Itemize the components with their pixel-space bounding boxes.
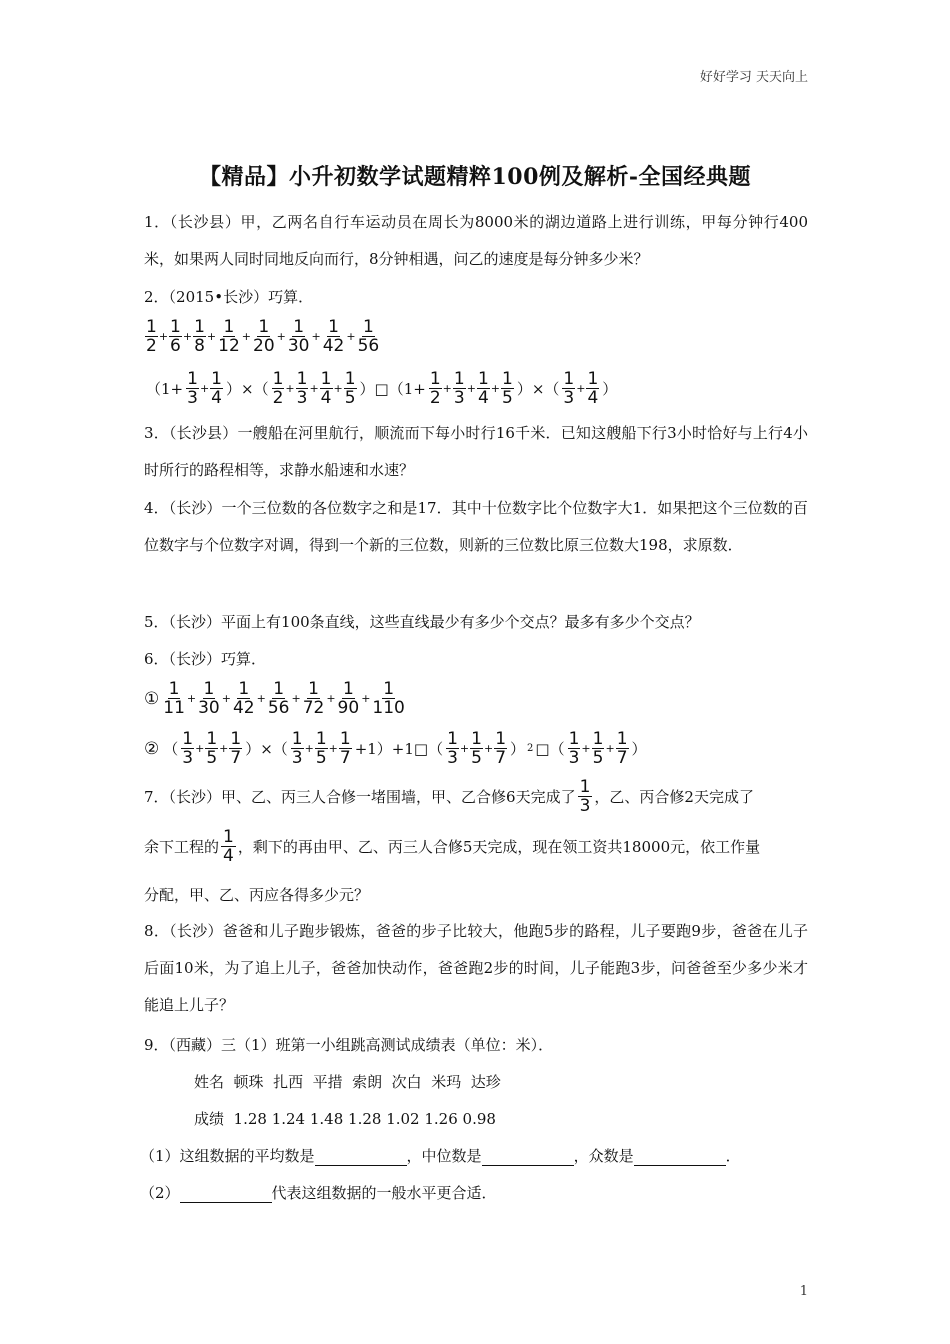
- denominator: 3: [568, 748, 580, 768]
- expression-text: +: [326, 692, 336, 705]
- denominator: 7: [230, 748, 242, 768]
- expression-text: +1）+1□（: [354, 740, 444, 758]
- q6-expression-1: [144, 680, 407, 717]
- document-title: 【精品】小升初数学试题精粹100例及解析-全国经典题: [198, 164, 752, 190]
- expression-text: 2: [527, 743, 534, 754]
- numerator: 1: [344, 369, 356, 389]
- denominator: 11: [163, 698, 185, 718]
- fraction: [291, 730, 304, 767]
- fraction: [453, 370, 466, 407]
- question-5: 5．（长沙）平面上有100条直线，这些直线最少有多少个交点？最多有多少个交点？: [144, 613, 700, 631]
- denominator: 4: [477, 388, 489, 408]
- numerator: 1: [291, 729, 303, 749]
- answer-blank-representative[interactable]: [180, 1186, 272, 1203]
- expression-text: +: [158, 330, 169, 343]
- expression-text: +: [466, 382, 476, 395]
- fraction: [302, 680, 326, 717]
- numerator: 1: [362, 317, 374, 337]
- q7-fraction-1: $\frac{1}{3}$: [579, 777, 591, 816]
- expression-text: +: [309, 382, 319, 395]
- fraction: [145, 318, 158, 355]
- expression-text: +: [442, 382, 452, 395]
- denominator: 2: [146, 336, 157, 356]
- fraction: [568, 730, 581, 767]
- expression-text: +: [483, 742, 494, 755]
- fraction: [169, 318, 182, 355]
- expression-text: +: [328, 742, 338, 755]
- expression-text: ）: [602, 380, 618, 398]
- numerator: 1: [453, 369, 465, 389]
- numerator: 1: [296, 369, 308, 389]
- fraction: [296, 370, 309, 407]
- q7-fraction-2: $\frac{1}{4}$: [223, 827, 234, 866]
- page-header: 好好学习 天天向上: [699, 70, 808, 85]
- q2-expression-1: [144, 318, 381, 355]
- numerator: 1: [495, 729, 507, 749]
- numerator: 1: [383, 679, 395, 699]
- fraction: [371, 680, 405, 717]
- denominator: 3: [447, 748, 458, 768]
- fraction: [205, 730, 218, 767]
- numerator: 1: [587, 369, 599, 389]
- numerator: 1: [146, 317, 157, 337]
- numerator: 1: [187, 369, 198, 389]
- expression-text: （1+: [146, 380, 184, 398]
- denominator: 30: [287, 336, 310, 356]
- fraction: [446, 730, 459, 767]
- denominator: 42: [322, 336, 345, 356]
- fraction: [315, 730, 328, 767]
- expression-text: ②: [144, 738, 160, 759]
- denominator: 3: [187, 388, 198, 408]
- numerator: 1: [170, 317, 181, 337]
- answer-blank-mean[interactable]: [315, 1149, 407, 1166]
- denominator: 56: [357, 336, 380, 356]
- numerator: 1: [206, 729, 218, 749]
- denominator: 3: [563, 388, 575, 408]
- fraction: [586, 370, 599, 407]
- expression-text: +: [291, 692, 301, 705]
- expression-text: +: [219, 742, 229, 755]
- question-9: 9．（西藏）三（1）班第一小组跳高测试成绩表（单位：米）．: [144, 1036, 554, 1054]
- fraction: [186, 370, 199, 407]
- denominator: 3: [182, 748, 194, 768]
- q7-text-a: 7．（长沙）甲、乙、丙三人合修一堵围墙，甲、乙合修6天完成了: [144, 788, 576, 806]
- denominator: 5: [592, 748, 604, 768]
- fraction: [197, 680, 221, 717]
- expression-text: ）×（: [245, 740, 288, 758]
- numerator: 1: [308, 679, 319, 699]
- fraction: [322, 318, 346, 355]
- expression-text: +: [576, 382, 586, 395]
- fraction: [232, 680, 256, 717]
- numerator: 1: [477, 369, 489, 389]
- expression-text: ）: [631, 740, 647, 758]
- denominator: 7: [616, 748, 628, 768]
- fraction: [181, 730, 194, 767]
- numerator: 1: [592, 729, 604, 749]
- fraction: [562, 370, 575, 407]
- numerator: 1: [315, 729, 327, 749]
- expression-text: +: [311, 330, 321, 343]
- expression-text: +: [459, 742, 470, 755]
- numerator: 1: [203, 679, 215, 699]
- denominator: 42: [232, 698, 255, 718]
- denominator: 56: [267, 698, 290, 718]
- denominator: 2: [429, 388, 441, 408]
- question-2: 2．（2015•长沙）巧算．: [144, 288, 314, 306]
- numerator: 1: [182, 729, 194, 749]
- numerator: 1: [293, 317, 305, 337]
- expression-text: ）□（1+: [359, 380, 426, 398]
- fraction: [357, 318, 381, 355]
- expression-text: +: [605, 742, 615, 755]
- question-7-line-3: 分配，甲、乙、丙应各得多少元？: [144, 886, 370, 904]
- fraction: [477, 370, 490, 407]
- question-7-line-2: [144, 828, 760, 865]
- numerator: 1: [223, 317, 235, 337]
- denominator: 20: [253, 336, 275, 356]
- denominator: 8: [194, 336, 205, 356]
- fraction: [339, 730, 352, 767]
- expression-text: （: [163, 740, 179, 758]
- numerator: 1: [429, 369, 441, 389]
- denominator: 5: [206, 748, 218, 768]
- fraction: [287, 318, 311, 355]
- fraction: [470, 730, 483, 767]
- question-8: 8．（长沙）爸爸和儿子跑步锻炼，爸爸的步子比较大，他跑5步的路程，儿子要跑9步，爸爸在儿子后面10米，为了追上儿子，爸爸加快动作，爸爸跑2步的时间，儿子能跑3步，问爸爸至少多少米才能追上儿子？: [144, 922, 808, 1014]
- q6-expression-2: [144, 730, 649, 767]
- numerator: 1: [339, 729, 351, 749]
- denominator: 2: [272, 388, 284, 408]
- denominator: 4: [320, 388, 332, 408]
- q2-expression-2: [144, 370, 619, 407]
- fraction: [229, 730, 242, 767]
- fraction: [494, 730, 507, 767]
- expression-text: ）×（: [516, 380, 560, 398]
- q9-scores-row: 成绩 1.28 1.24 1.48 1.28 1.02 1.26 0.98: [194, 1110, 496, 1128]
- denominator: 5: [501, 388, 513, 408]
- question-3: 3．（长沙县）一艘船在河里航行，顺流而下每小时行16千米．已知这艘船下行3小时恰好与上行4小时所行的路程相等，求静水船速和水速？: [144, 424, 808, 479]
- numerator: 1: [568, 729, 580, 749]
- q9-sub-question-1: （1）这组数据的平均数是 ，中位数是 ，众数是 ．: [140, 1147, 741, 1165]
- denominator: 12: [218, 336, 240, 356]
- numerator: 1: [616, 729, 628, 749]
- numerator: 1: [230, 729, 242, 749]
- fraction: [616, 730, 629, 767]
- fraction: [272, 370, 285, 407]
- expression-text: □（: [535, 740, 565, 758]
- denominator: 72: [302, 698, 325, 718]
- expression-text: +: [195, 742, 205, 755]
- denominator: 110: [372, 698, 405, 718]
- denominator: 3: [453, 388, 465, 408]
- expression-text: ）: [510, 740, 526, 758]
- fraction: [252, 318, 276, 355]
- expression-text: ①: [144, 688, 160, 709]
- denominator: 4: [587, 388, 599, 408]
- denominator: 90: [337, 698, 360, 718]
- question-7-line-1: [144, 778, 754, 815]
- expression-text: +: [346, 330, 356, 343]
- question-1: 1．（长沙县）甲，乙两名自行车运动员在周长为8000米的湖边道路上进行训练，甲每分钟行400米，如果两人同时同地反向而行，8分钟相遇，问乙的速度是每分钟多少米？: [144, 213, 808, 268]
- denominator: 4: [211, 388, 222, 408]
- fraction: [337, 680, 361, 717]
- fraction: [217, 318, 241, 355]
- denominator: 6: [170, 336, 181, 356]
- expression-text: +: [333, 382, 343, 395]
- fraction: [501, 370, 514, 407]
- fraction: [210, 370, 223, 407]
- denominator: 5: [344, 388, 356, 408]
- denominator: 7: [495, 748, 507, 768]
- numerator: 1: [447, 729, 458, 749]
- fraction: [592, 730, 605, 767]
- q7-text-b: ，乙、丙合修2天完成了: [594, 788, 754, 806]
- numerator: 1: [471, 729, 482, 749]
- numerator: 1: [194, 317, 205, 337]
- expression-text: ）×（: [226, 380, 269, 398]
- expression-text: +: [256, 692, 266, 705]
- numerator: 1: [501, 369, 513, 389]
- question-6: 6．（长沙）巧算．: [144, 650, 267, 668]
- numerator: 1: [273, 679, 285, 699]
- question-4: 4．（长沙）一个三位数的各位数字之和是17．其中十位数字比个位数字大1．如果把这个三位数的百位数字与个位数字对调，得到一个新的三位数，则新的三位数比原三位数大198，求原数．: [144, 499, 808, 554]
- expression-text: +: [206, 330, 217, 343]
- numerator: 1: [328, 317, 339, 337]
- expression-text: +: [199, 382, 210, 395]
- expression-text: +: [285, 382, 295, 395]
- denominator: 5: [315, 748, 327, 768]
- denominator: 30: [198, 698, 220, 718]
- answer-blank-median[interactable]: [482, 1149, 574, 1166]
- fraction: [320, 370, 333, 407]
- fraction: [193, 318, 206, 355]
- q7-text-d: ，剩下的再由甲、乙、丙三人合修5天完成，现在领工资共18000元，依工作量: [237, 838, 761, 856]
- expression-text: +: [276, 330, 286, 343]
- numerator: 1: [272, 369, 284, 389]
- expression-text: +: [581, 742, 591, 755]
- expression-text: +: [182, 330, 193, 343]
- denominator: 7: [339, 748, 351, 768]
- expression-text: +: [241, 330, 251, 343]
- numerator: 1: [320, 369, 332, 389]
- expression-text: +: [186, 692, 197, 705]
- fraction: [429, 370, 442, 407]
- numerator: 1: [563, 369, 575, 389]
- expression-text: +: [490, 382, 500, 395]
- expression-text: +: [304, 742, 314, 755]
- expression-text: +: [361, 692, 371, 705]
- answer-blank-mode[interactable]: [634, 1149, 726, 1166]
- numerator: 1: [238, 679, 250, 699]
- denominator: 3: [296, 388, 308, 408]
- denominator: 5: [471, 748, 482, 768]
- numerator: 1: [211, 369, 222, 389]
- q7-text-c: 余下工程的: [144, 838, 220, 856]
- q9-sub-question-2: （2） 代表这组数据的一般水平更合适．: [140, 1184, 497, 1202]
- fraction: [344, 370, 357, 407]
- fraction: [162, 680, 186, 717]
- fraction: [267, 680, 291, 717]
- numerator: 1: [168, 679, 180, 699]
- expression-text: +: [221, 692, 231, 705]
- denominator: 3: [291, 748, 303, 768]
- page-number: 1: [799, 1284, 808, 1299]
- numerator: 1: [258, 317, 270, 337]
- q9-names-row: 姓名 顿珠 扎西 平措 索朗 次白 米玛 达珍: [194, 1073, 501, 1091]
- numerator: 1: [342, 679, 354, 699]
